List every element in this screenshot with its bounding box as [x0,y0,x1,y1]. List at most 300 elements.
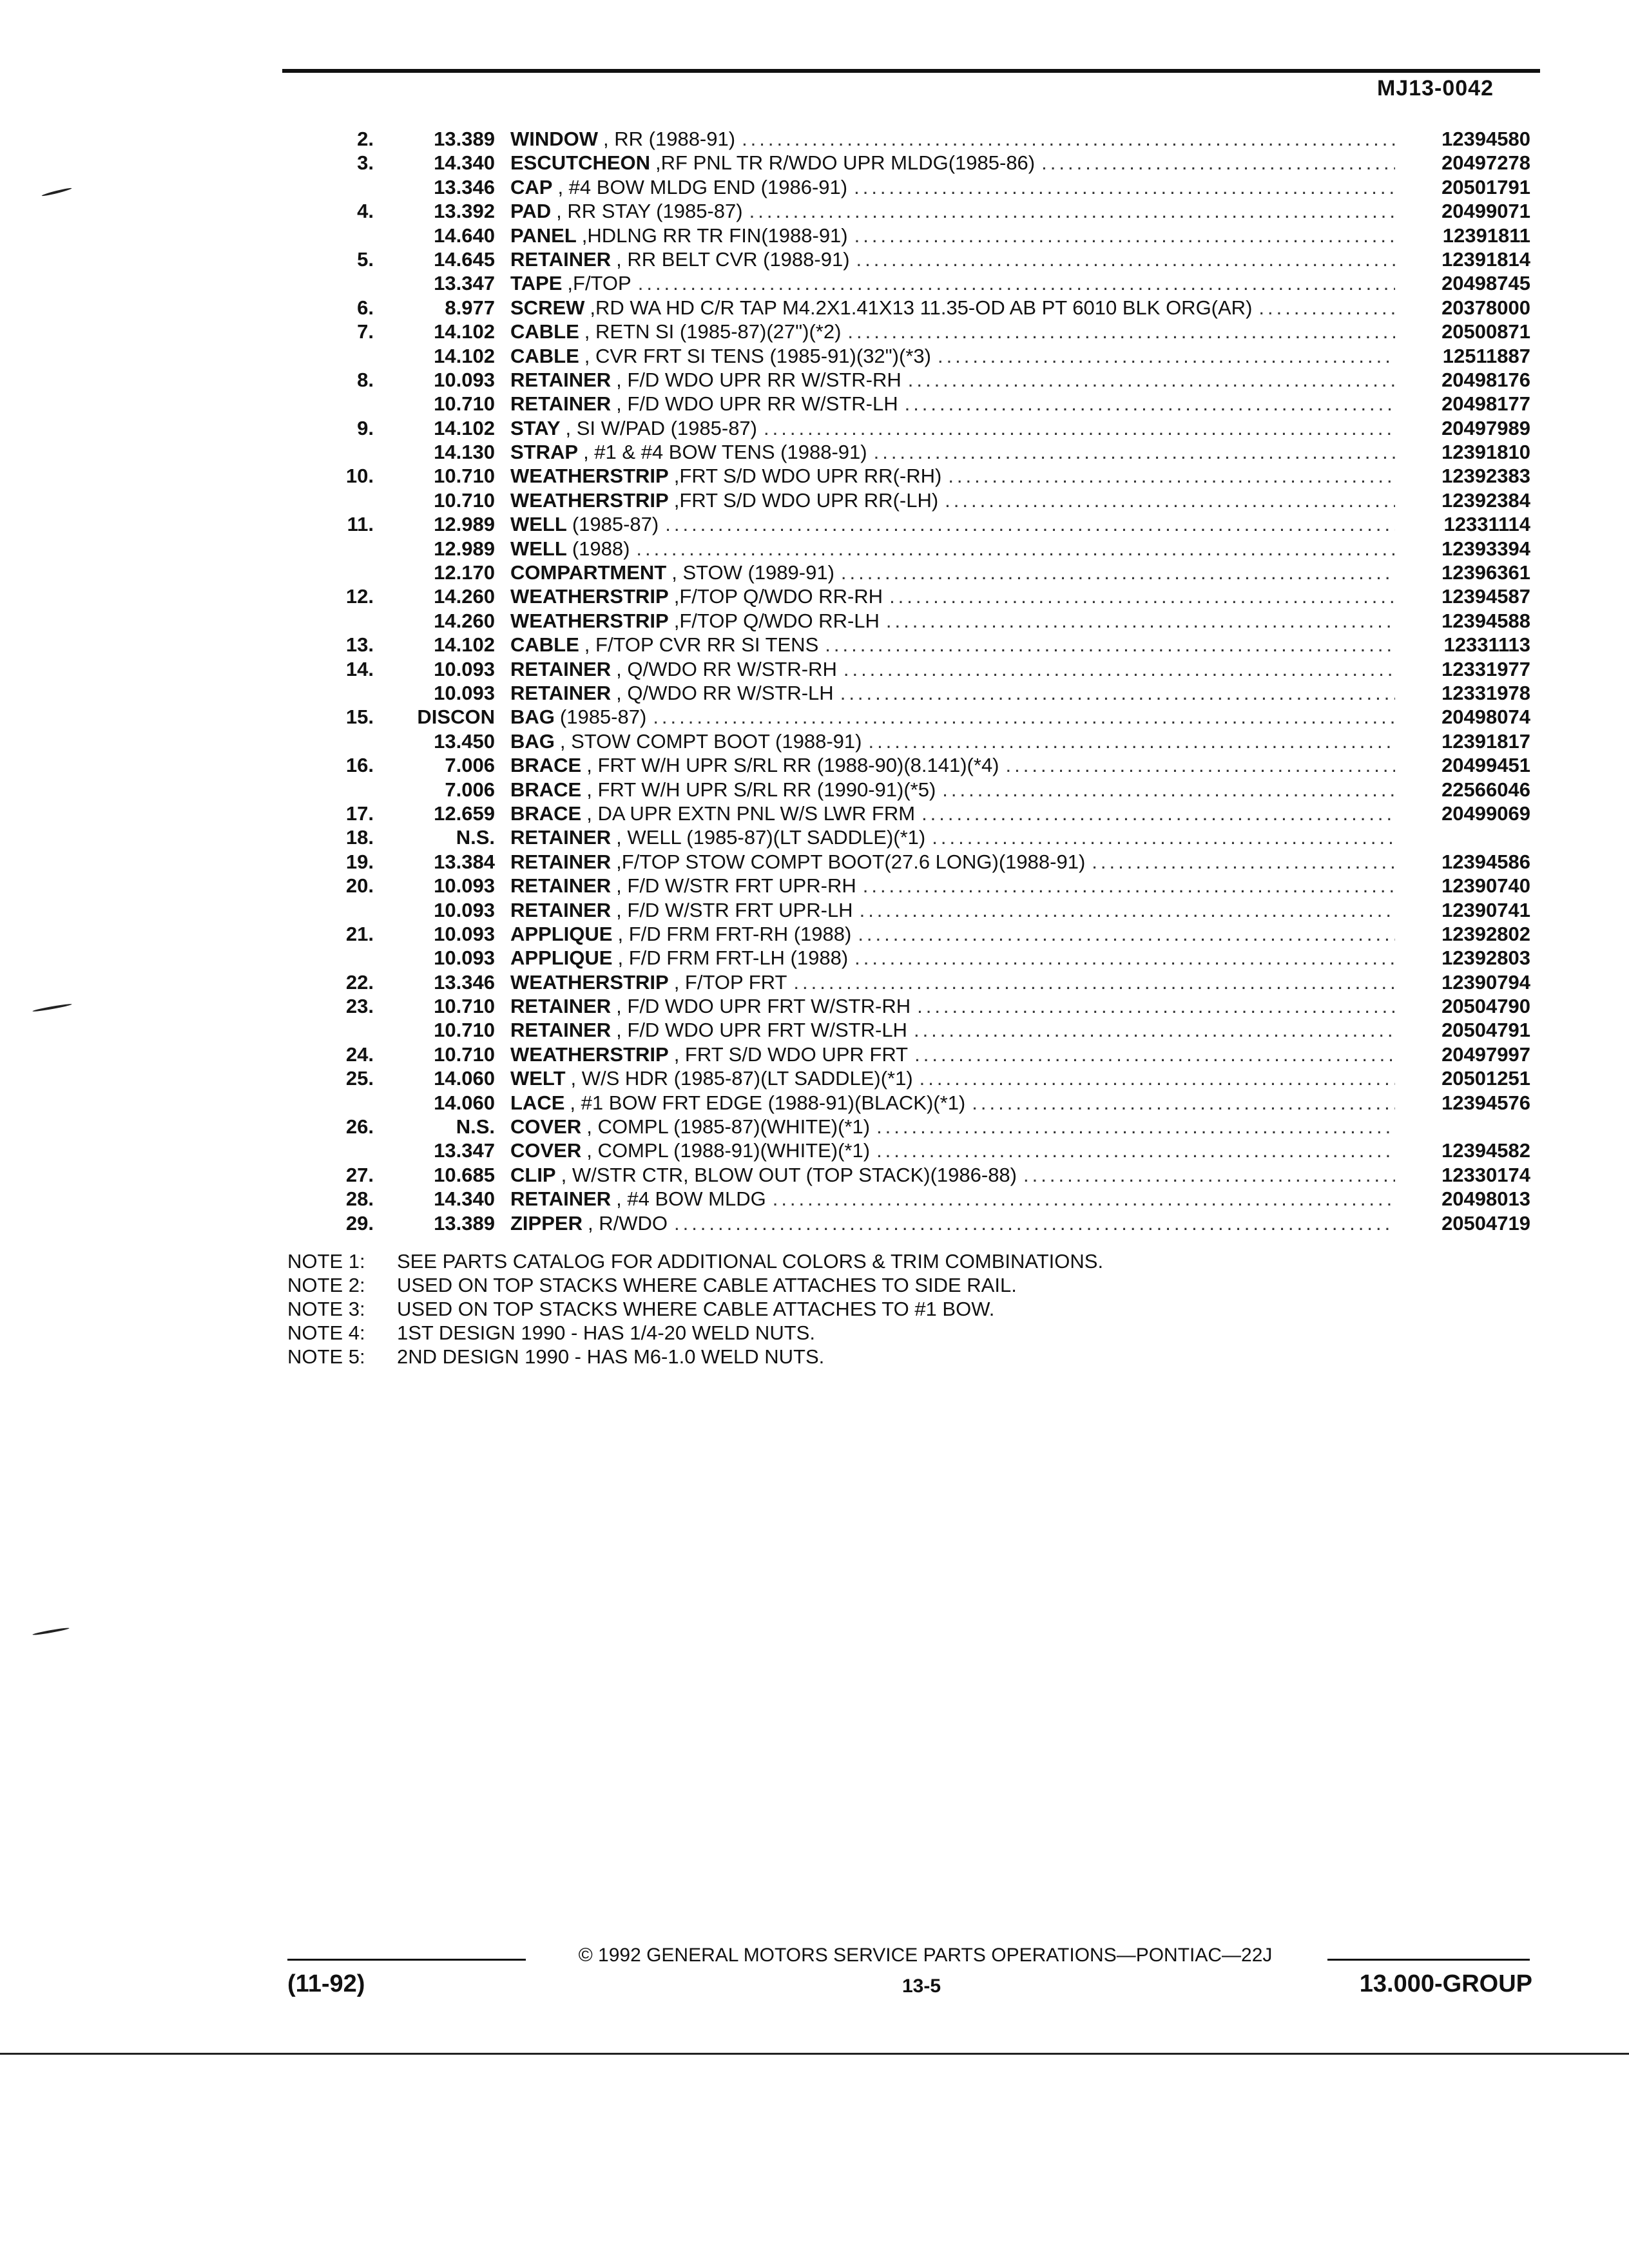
part-name: COVER [510,1115,582,1139]
dot-leader [742,128,1395,151]
parts-row [290,537,1530,561]
dot-leader [920,1067,1395,1090]
parts-row [290,369,1530,392]
part-name: RETAINER [510,995,612,1018]
group-number: 14.260 [434,609,495,632]
part-detail: , F/D WDO UPR RR W/STR-RH [616,368,901,391]
note-text: 2ND DESIGN 1990 - HAS M6-1.0 WELD NUTS. [397,1345,825,1368]
note-item [287,1321,1103,1345]
part-name: WELT [510,1067,566,1090]
part-description [510,778,1402,802]
part-name: WELL [510,513,567,536]
part-number: 12394580 [1441,128,1530,150]
group-number: 13.384 [434,850,495,873]
part-description [510,1043,1402,1066]
part-number: 20498745 [1441,272,1530,295]
parts-row [290,850,1530,874]
part-detail: , F/TOP FRT [673,970,787,994]
part-name: APPLIQUE [510,922,613,945]
part-name: RETAINER [510,392,612,416]
group-number: 14.340 [434,1187,495,1211]
dot-leader [636,537,1395,561]
page-bottom-rule [0,2053,1629,2055]
group-number: 13.392 [434,200,495,223]
part-number: 12394576 [1441,1091,1530,1114]
group-number: 7.006 [445,778,495,801]
note-text: USED ON TOP STACKS WHERE CABLE ATTACHES TO #1 BOW. [397,1298,995,1320]
part-number: 12392803 [1441,947,1530,970]
part-description [510,971,1402,994]
group-number: 14.102 [434,633,495,657]
parts-row [290,754,1530,778]
ref-number: 3. [357,151,374,175]
parts-row [290,417,1530,441]
parts-row [290,802,1530,826]
part-detail: , #4 BOW MLDG END (1986-91) [557,175,848,198]
part-number: 12331113 [1443,633,1530,657]
dot-leader [917,995,1395,1018]
part-detail: (1985-87) [559,706,647,729]
ref-number: 22. [345,970,374,994]
part-number: 20497989 [1441,416,1530,439]
group-number: 10.710 [434,465,495,488]
part-number: 12393394 [1441,537,1530,560]
part-number: 20499451 [1441,754,1530,777]
part-description [510,151,1402,175]
group-number: DISCON [417,706,495,729]
dot-leader [876,1139,1395,1162]
part-detail: , RR STAY (1985-87) [556,200,743,223]
part-description [510,272,1402,295]
part-description [510,392,1402,416]
parts-row [290,224,1530,248]
parts-row [290,682,1530,706]
part-detail: ,FRT S/D WDO UPR RR(-LH) [673,488,939,512]
part-number: 20497997 [1441,1043,1530,1066]
part-detail: ,FRT S/D WDO UPR RR(-RH) [673,465,942,488]
group-number: 13.389 [434,1211,495,1235]
part-name: SCREW [510,296,585,319]
ref-number: 11. [347,513,374,536]
page-number: 13-5 [901,1975,941,1997]
ref-number: 28. [345,1187,374,1211]
part-name: WEATHERSTRIP [510,585,669,608]
dot-leader [749,200,1395,223]
part-detail: ,RF PNL TR R/WDO UPR MLDG(1985-86) [655,151,1036,175]
parts-row [290,151,1530,175]
dot-leader [773,1187,1395,1211]
part-description [510,899,1402,922]
parts-row [290,200,1530,224]
parts-row [290,633,1530,657]
parts-row [290,248,1530,272]
dot-leader [653,706,1395,729]
part-number: 20499071 [1441,200,1530,223]
parts-row [290,658,1530,682]
part-name: RETAINER [510,681,612,704]
parts-row [290,272,1530,296]
part-number: 20498176 [1441,368,1530,391]
dot-leader [914,1019,1395,1042]
parts-row [290,441,1530,465]
dot-leader [1023,1164,1395,1187]
part-description [510,417,1402,440]
dot-leader [914,1043,1395,1066]
dot-leader [856,248,1395,271]
dot-leader [1041,151,1395,175]
part-description [510,369,1402,392]
part-name: CABLE [510,344,579,367]
group-number: 13.346 [434,175,495,198]
part-description [510,1212,1402,1235]
copyright-text: © 1992 GENERAL MOTORS SERVICE PARTS OPERATIONS—PONTIAC—22J [578,1945,1273,1966]
note-label: NOTE 2: [287,1274,365,1296]
parts-row [290,392,1530,416]
part-detail: , Q/WDO RR W/STR-RH [616,657,837,680]
dot-leader [793,971,1395,994]
parts-row [290,1164,1530,1187]
part-description [510,248,1402,271]
parts-row [290,1115,1530,1139]
part-name: RETAINER [510,874,612,898]
dot-leader [1258,296,1395,320]
document-number: MJ13-0042 [1376,76,1494,101]
group-number: 10.685 [434,1163,495,1186]
group-number: 10.093 [434,874,495,898]
dot-leader [841,561,1395,584]
part-description [510,730,1402,753]
part-number: 12392383 [1441,465,1530,488]
part-detail: , W/S HDR (1985-87)(LT SADDLE)(*1) [570,1067,913,1090]
part-name: RETAINER [510,850,612,873]
group-number: 8.977 [445,296,495,319]
part-description [510,658,1402,681]
part-number: 12511887 [1442,344,1530,367]
part-number: 12391817 [1441,729,1530,753]
part-number: 20504791 [1441,1019,1530,1042]
group-number: 12.170 [434,561,495,584]
dot-leader [854,947,1395,970]
part-detail: , STOW (1989-91) [671,561,834,584]
part-number: 12392802 [1441,922,1530,945]
group-number: N.S. [456,826,495,849]
dot-leader [674,1212,1395,1235]
part-name: ZIPPER [510,1211,583,1235]
ref-number: 15. [345,706,374,729]
part-number: 20498013 [1441,1187,1530,1211]
part-number: 20498074 [1441,706,1530,729]
ref-number: 6. [357,296,374,319]
part-number: 22566046 [1441,778,1530,801]
part-name: STAY [510,416,561,439]
dot-leader [858,923,1395,946]
binder-hole-mark [41,187,72,197]
group-number: 14.060 [434,1091,495,1114]
note-item [287,1345,1103,1369]
part-detail: , F/D FRM FRT-LH (1988) [617,947,849,970]
part-number: 12390741 [1441,898,1530,921]
ref-number: 24. [345,1043,374,1066]
part-description [510,585,1402,608]
dot-leader [868,730,1395,753]
dot-leader [889,585,1395,608]
part-detail: , W/STR CTR, BLOW OUT (TOP STACK)(1986-88) [561,1163,1017,1186]
parts-row [290,465,1530,488]
parts-row [290,995,1530,1019]
note-item [287,1274,1103,1298]
group-number: 10.093 [434,657,495,680]
part-detail: , F/D WDO UPR RR W/STR-LH [616,392,898,416]
group-number: N.S. [456,1115,495,1139]
parts-row [290,730,1530,754]
ref-number: 13. [345,633,374,657]
ref-number: 23. [345,995,374,1018]
parts-row [290,1091,1530,1115]
part-number: 12394586 [1441,850,1530,873]
ref-number: 18. [345,826,374,849]
ref-number: 19. [345,850,374,873]
parts-row [290,971,1530,995]
part-name: RETAINER [510,368,612,391]
group-number: 10.093 [434,898,495,921]
part-name: PANEL [510,224,577,247]
parts-row [290,1139,1530,1163]
part-detail: , #4 BOW MLDG [616,1187,766,1211]
part-detail: , COMPL (1985-87)(WHITE)(*1) [586,1115,871,1139]
part-detail: (1985-87) [572,513,659,536]
parts-row [290,610,1530,633]
part-description [510,320,1402,343]
part-number: 12391814 [1441,247,1530,271]
parts-row [290,320,1530,344]
dot-leader [942,778,1395,802]
part-description [510,465,1402,488]
part-description [510,826,1402,849]
group-number: 14.102 [434,416,495,439]
dot-leader [874,441,1395,464]
parts-row [290,923,1530,947]
revision-date: (11-92) [287,1970,365,1997]
part-name: LACE [510,1091,565,1114]
note-label: NOTE 5: [287,1345,365,1368]
part-detail: ,F/TOP Q/WDO RR-RH [673,585,883,608]
dot-leader [825,633,1395,657]
part-name: APPLIQUE [510,947,613,970]
note-text: 1ST DESIGN 1990 - HAS 1/4-20 WELD NUTS. [397,1321,815,1344]
part-description [510,754,1402,777]
dot-leader [1006,754,1395,777]
ref-number: 7. [357,320,374,343]
part-number: 20499069 [1441,802,1530,825]
part-detail: , FRT W/H UPR S/RL RR (1990-91)(*5) [586,778,936,801]
group-number: 10.093 [434,681,495,704]
dot-leader [854,176,1395,199]
dot-leader [938,345,1395,368]
parts-row [290,1187,1530,1211]
header-rule [282,69,1540,73]
part-description [510,682,1402,705]
part-description [510,345,1402,368]
part-detail: , Q/WDO RR W/STR-LH [616,681,834,704]
dot-leader [921,802,1395,825]
footer-rule-left [287,1959,526,1961]
part-name: PAD [510,200,552,223]
part-detail: , FRT S/D WDO UPR FRT [673,1043,909,1066]
part-description [510,200,1402,223]
part-name: CABLE [510,320,579,343]
part-description [510,537,1402,561]
group-number: 14.640 [434,224,495,247]
notes-section [287,1250,1103,1369]
group-number: 10.093 [434,368,495,391]
part-detail: ,F/TOP [567,272,631,295]
group-number: 13.347 [434,1139,495,1162]
group-number: 13.450 [434,729,495,753]
part-detail: , F/D FRM FRT-RH (1988) [617,922,852,945]
footer-rule-right [1327,1959,1530,1961]
part-detail: , CVR FRT SI TENS (1985-91)(32")(*3) [584,344,931,367]
part-number: 12394588 [1441,609,1530,632]
part-name: BAG [510,706,555,729]
parts-row [290,561,1530,585]
dot-leader [945,489,1395,512]
dot-leader [843,658,1395,681]
ref-number: 16. [345,754,374,777]
part-name: RETAINER [510,1187,612,1211]
group-number: 10.710 [434,392,495,416]
dot-leader [665,513,1395,536]
dot-leader [863,874,1395,898]
dot-leader [948,465,1395,488]
part-detail: , F/D W/STR FRT UPR-LH [616,898,853,921]
part-description [510,633,1402,657]
part-number: 12391810 [1441,441,1530,464]
part-description [510,706,1402,729]
part-number: 12391811 [1442,224,1530,247]
part-name: BRACE [510,778,582,801]
ref-number: 29. [345,1211,374,1235]
parts-row [290,489,1530,513]
part-number: 12392384 [1441,488,1530,512]
part-number: 12330174 [1441,1163,1530,1186]
binder-hole-mark [32,1627,70,1636]
group-number: 10.710 [434,995,495,1018]
group-number: 10.093 [434,947,495,970]
part-name: BRACE [510,802,582,825]
part-name: RETAINER [510,898,612,921]
part-name: WEATHERSTRIP [510,609,669,632]
group-number: 14.645 [434,247,495,271]
dot-leader [908,369,1395,392]
part-name: BAG [510,729,555,753]
part-name: CAP [510,175,553,198]
note-item [287,1250,1103,1274]
part-description [510,874,1402,898]
note-item [287,1298,1103,1321]
note-label: NOTE 1: [287,1250,365,1273]
part-number: 12390794 [1441,970,1530,994]
part-detail: , DA UPR EXTN PNL W/S LWR FRM [586,802,916,825]
ref-number: 4. [357,200,374,223]
part-description [510,1164,1402,1187]
part-number: 12394582 [1441,1139,1530,1162]
parts-row [290,513,1530,537]
part-name: RETAINER [510,826,612,849]
dot-leader [840,682,1395,705]
part-number: 12396361 [1441,561,1530,584]
group-number: 10.710 [434,488,495,512]
part-number: 20378000 [1441,296,1530,319]
dot-leader [876,1115,1395,1139]
group-label: 13.000-GROUP [1359,1970,1532,1997]
part-detail: , RR BELT CVR (1988-91) [616,247,850,271]
part-number: 20500871 [1441,320,1530,343]
ref-number: 17. [345,802,374,825]
part-description [510,224,1402,247]
ref-number: 20. [345,874,374,898]
part-name: CLIP [510,1163,556,1186]
group-number: 10.710 [434,1043,495,1066]
group-number: 7.006 [445,754,495,777]
part-number: 12331977 [1441,657,1530,680]
part-detail: , RETN SI (1985-87)(27")(*2) [584,320,842,343]
part-description [510,561,1402,584]
part-detail: , STOW COMPT BOOT (1988-91) [559,729,862,753]
group-number: 12.989 [434,537,495,560]
part-number: 20498177 [1441,392,1530,416]
part-number: 12331114 [1443,513,1530,536]
group-number: 13.347 [434,272,495,295]
parts-row [290,128,1530,151]
part-name: BRACE [510,754,582,777]
part-description [510,1019,1402,1042]
group-number: 14.260 [434,585,495,608]
group-number: 14.130 [434,441,495,464]
part-detail: , F/D WDO UPR FRT W/STR-LH [616,1019,907,1042]
ref-number: 12. [345,585,374,608]
part-detail: ,F/TOP Q/WDO RR-LH [673,609,880,632]
part-number: 20497278 [1441,151,1530,175]
part-description [510,1139,1402,1162]
ref-number: 14. [345,657,374,680]
part-name: CABLE [510,633,579,657]
group-number: 12.659 [434,802,495,825]
part-number: 20501791 [1441,175,1530,198]
parts-row [290,345,1530,369]
parts-row [290,706,1530,729]
part-detail: , #1 BOW FRT EDGE (1988-91)(BLACK)(*1) [570,1091,966,1114]
group-number: 14.102 [434,320,495,343]
dot-leader [860,899,1395,922]
ref-number: 26. [345,1115,374,1139]
part-number: 12394587 [1441,585,1530,608]
part-description [510,128,1402,151]
parts-row [290,296,1530,320]
parts-row [290,1212,1530,1236]
binder-hole-mark [32,1003,72,1013]
group-number: 14.340 [434,151,495,175]
ref-number: 27. [345,1163,374,1186]
part-detail: , R/WDO [587,1211,668,1235]
group-number: 14.102 [434,344,495,367]
part-name: RETAINER [510,247,612,271]
parts-row [290,899,1530,923]
note-text: SEE PARTS CATALOG FOR ADDITIONAL COLORS & TRIM COMBINATIONS. [397,1250,1104,1273]
part-detail: (1988) [572,537,630,560]
part-name: WEATHERSTRIP [510,465,669,488]
group-number: 12.989 [434,513,495,536]
part-name: WEATHERSTRIP [510,970,669,994]
